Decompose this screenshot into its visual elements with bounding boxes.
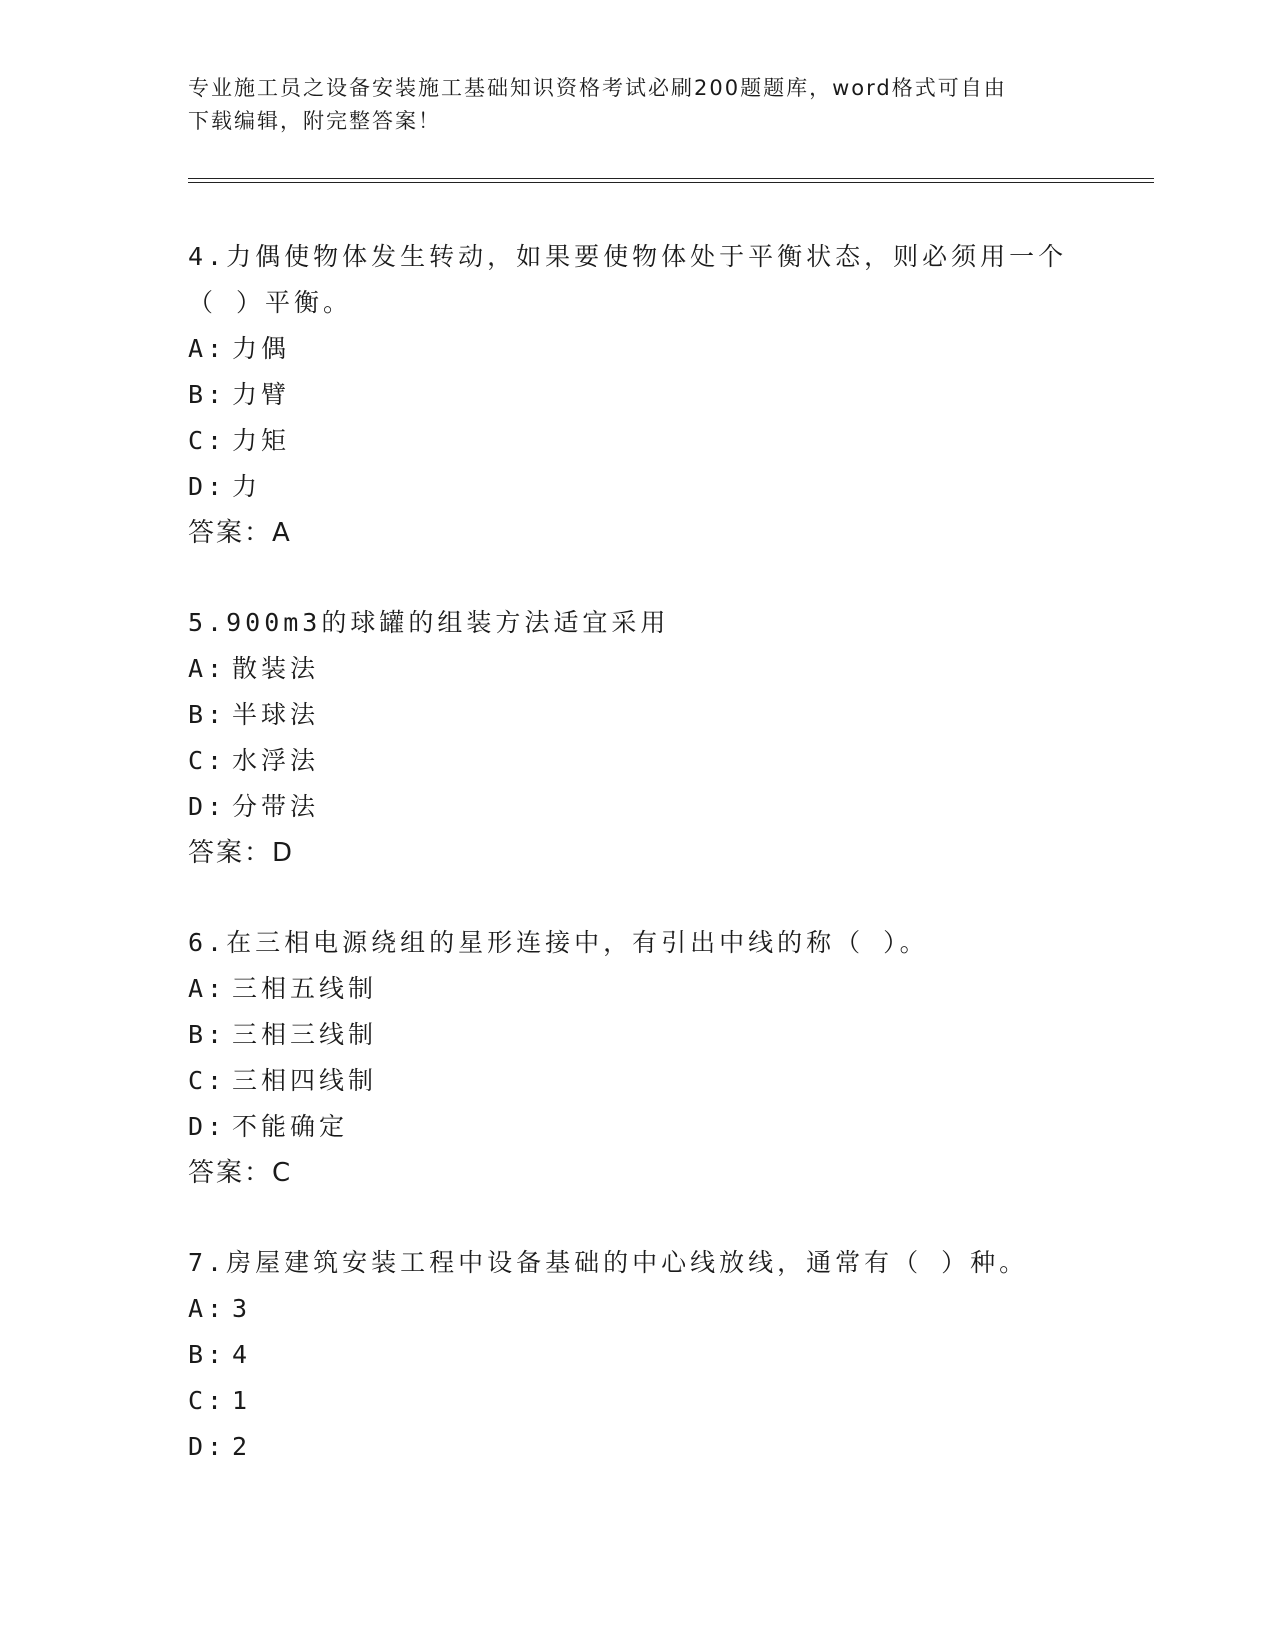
question-6	[188, 920, 1088, 1196]
option-a	[188, 326, 1088, 372]
option-text: 分带法	[232, 792, 320, 821]
option-letter: A:	[188, 654, 227, 683]
option-letter: B:	[188, 380, 227, 409]
option-letter: D:	[188, 1112, 227, 1141]
document-header	[188, 72, 1088, 138]
option-letter: B:	[188, 1020, 227, 1049]
option-text: 4	[232, 1340, 252, 1369]
option-a	[188, 966, 1088, 1012]
option-letter: D:	[188, 472, 227, 501]
option-text: 三相四线制	[232, 1066, 378, 1095]
question-4	[188, 234, 1088, 556]
option-text: 力偶	[232, 334, 291, 363]
option-b	[188, 1012, 1088, 1058]
option-a	[188, 1286, 1088, 1332]
option-c	[188, 738, 1088, 784]
option-d	[188, 464, 1088, 510]
option-text: 力	[232, 472, 262, 501]
header-divider-top	[188, 178, 1154, 179]
option-letter: A:	[188, 1294, 227, 1323]
option-text: 3	[232, 1294, 252, 1323]
option-text: 散装法	[232, 654, 320, 683]
option-letter: D:	[188, 792, 227, 821]
option-letter: D:	[188, 1432, 227, 1461]
option-d	[188, 784, 1088, 830]
option-c	[188, 1378, 1088, 1424]
option-text: 三相三线制	[232, 1020, 378, 1049]
option-text: 1	[232, 1386, 252, 1415]
answer: 答案：D	[188, 838, 295, 868]
answer: 答案：C	[188, 1158, 293, 1188]
option-d	[188, 1424, 1088, 1470]
option-d	[188, 1104, 1088, 1150]
option-text: 半球法	[232, 700, 320, 729]
option-text: 不能确定	[232, 1112, 349, 1141]
option-letter: C:	[188, 1386, 227, 1415]
option-letter: C:	[188, 1066, 227, 1095]
option-b	[188, 692, 1088, 738]
option-text: 水浮法	[232, 746, 320, 775]
option-c	[188, 418, 1088, 464]
question-stem-line-1: 5.900m3的球罐的组装方法适宜采用	[188, 608, 670, 637]
option-letter: A:	[188, 974, 227, 1003]
question-5	[188, 600, 1088, 876]
option-letter: A:	[188, 334, 227, 363]
option-letter: C:	[188, 746, 227, 775]
header-divider-bottom	[188, 182, 1154, 183]
option-text: 力矩	[232, 426, 291, 455]
question-stem-line-2: （ ）平衡。	[188, 288, 353, 317]
option-letter: B:	[188, 700, 227, 729]
header-line-2: 下载编辑，附完整答案！	[188, 109, 441, 133]
option-text: 三相五线制	[232, 974, 378, 1003]
option-letter: B:	[188, 1340, 227, 1369]
option-b	[188, 1332, 1088, 1378]
option-a	[188, 646, 1088, 692]
answer: 答案：A	[188, 518, 292, 548]
question-stem-line-1: 6.在三相电源绕组的星形连接中，有引出中线的称（ ）。	[188, 928, 929, 957]
option-text: 力臂	[232, 380, 291, 409]
option-b	[188, 372, 1088, 418]
option-letter: C:	[188, 426, 227, 455]
question-stem-line-1: 7.房屋建筑安装工程中设备基础的中心线放线，通常有（ ）种。	[188, 1248, 1029, 1277]
question-7	[188, 1240, 1088, 1470]
option-text: 2	[232, 1432, 252, 1461]
header-line-1: 专业施工员之设备安装施工基础知识资格考试必刷200题题库，word格式可自由	[188, 76, 1007, 100]
question-stem-line-1: 4.力偶使物体发生转动，如果要使物体处于平衡状态，则必须用一个	[188, 242, 1068, 271]
option-c	[188, 1058, 1088, 1104]
